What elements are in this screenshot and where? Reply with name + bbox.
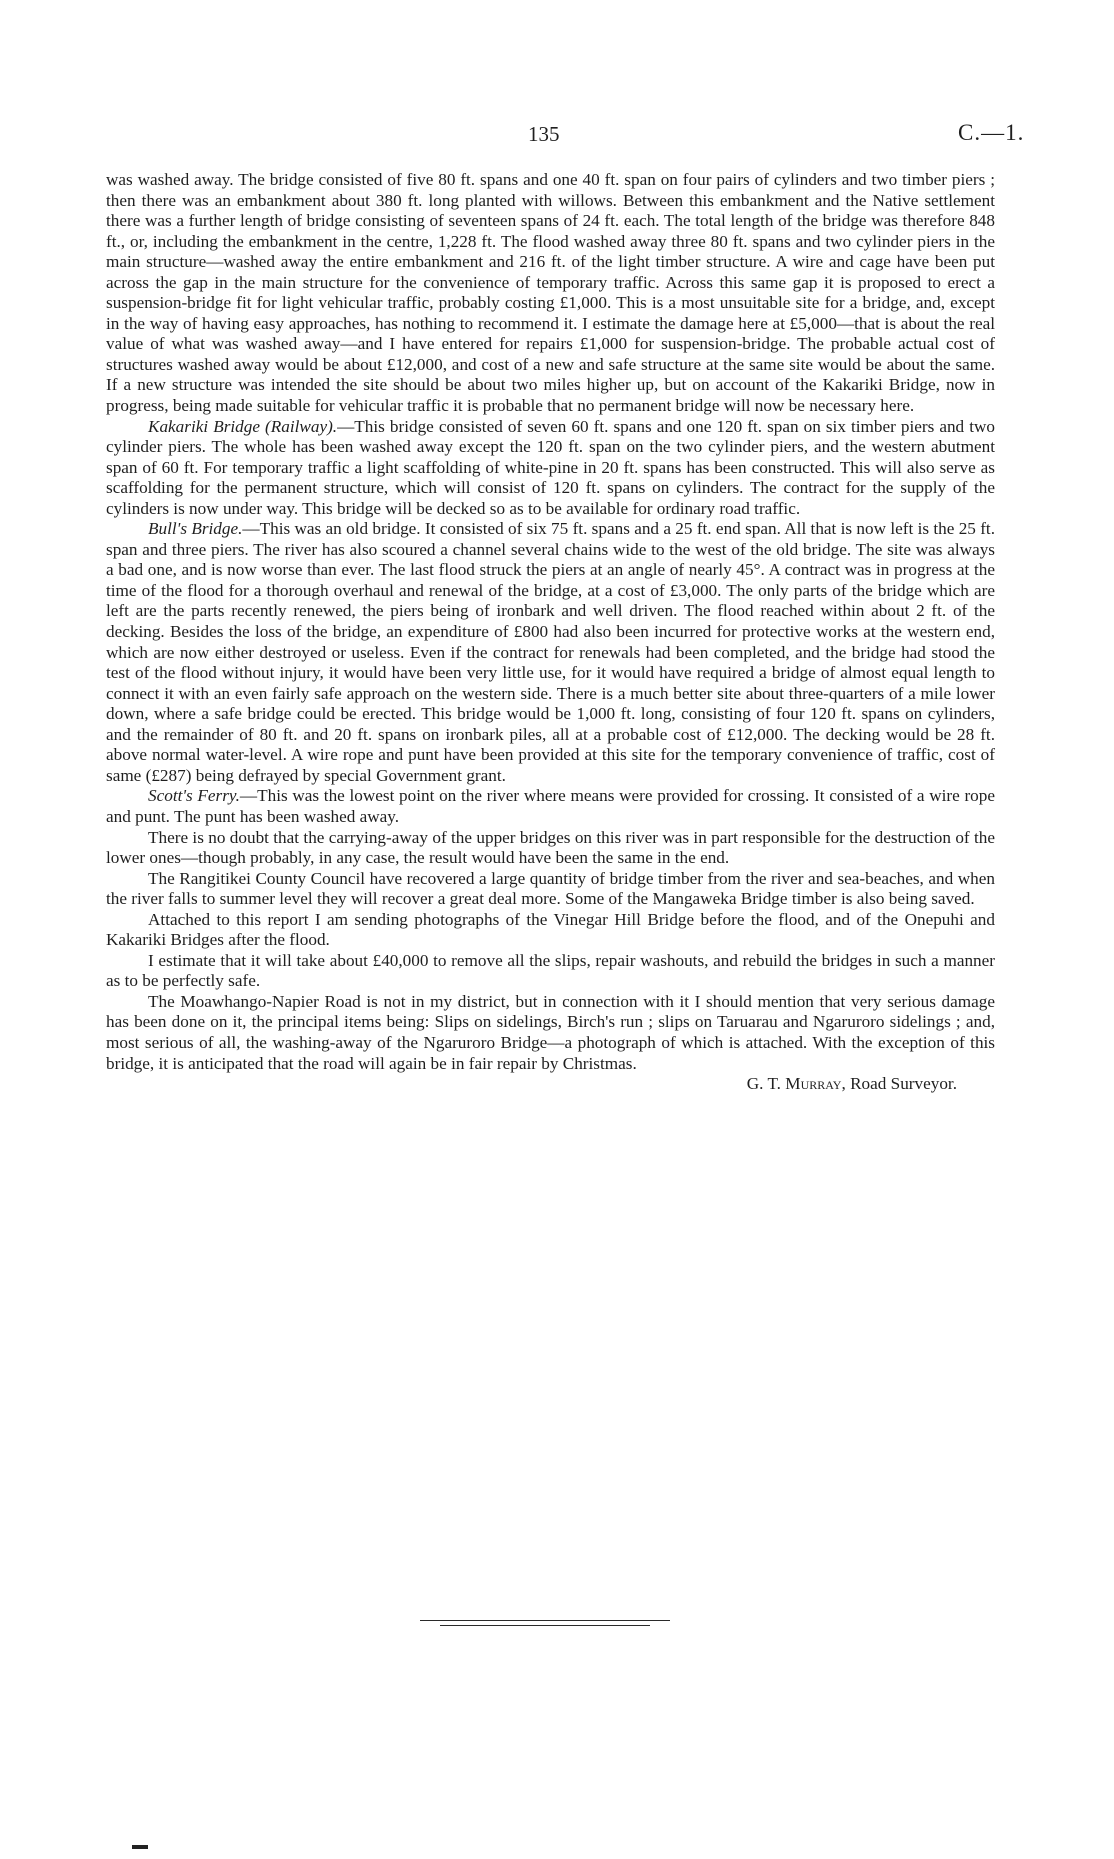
paragraph-estimate: I estimate that it will take about £40,000 to remove all the slips, repair washouts, and rebuild the bridges in such a manner as to be perfectly safe. [106, 950, 995, 991]
printer-mark [132, 1845, 148, 1849]
report-body [106, 170, 995, 1095]
bulls-bridge-text: —This was an old bridge. It consisted of six 75 ft. spans and a 25 ft. end span. All that is now left is the 25 ft. span and three piers. The river has also scoured a channel several chains wide to the west of the old bridge. The site was always a bad one, and is now worse than ever. The last flood struck the piers at an angle of nearly 45°. A contract was in progress at the time of the flood for a thorough overhaul and renewal of the bridge, at a cost of £3,000. The only parts of the bridge which are left are the parts recently renewed, the piers being of ironbark and well driven. The flood reached within about 2 ft. of the decking. Besides the loss of the bridge, an expenditure of £800 had also been incurred for protective works at the western end, which are now either destroyed or useless. Even if the contract for renewals had been completed, and the bridge had stood the test of the flood without injury, it would have been very little use, for it would have required a bridge of almost equal length to connect it with an even fairly safe approach on the western side. There is a much better site about three-quarters of a mile lower down, where a safe bridge could be erected. This bridge would be 1,000 ft. long, consisting of four 120 ft. spans on cylinders, and the remainder of 80 ft. and 20 ft. spans on ironbark piles, all at a probable cost of £12,000. The decking would be 28 ft. above normal water-level. A wire rope and punt have been provided at this site for the temporary convenience of traffic, cost of same (£287) being defrayed by special Government grant. [106, 519, 996, 785]
paragraph-county-council: The Rangitikei County Council have recovered a large quantity of bridge timber from the river and sea-beaches, and when the river falls to summer level they will recover a great deal more. Some of the Mangaweka Bridge timber is also being saved. [106, 868, 995, 909]
signature-title: , Road Surveyor. [841, 1074, 957, 1094]
closing-rule [420, 1620, 670, 1621]
kakariki-bridge-heading: Kakariki Bridge (Railway). [148, 416, 338, 436]
bulls-bridge-heading: Bull's Bridge. [148, 519, 243, 539]
paragraph-upper-bridges: There is no doubt that the carrying-away of the upper bridges on this river was in part responsible for the destruction of the lower ones—though probably, in any case, the result would have been the same in the end. [106, 827, 995, 868]
page-number: 135 [528, 122, 560, 146]
scotts-ferry-heading: Scott's Ferry. [148, 786, 240, 806]
paragraph-continued: was washed away. The bridge consisted of five 80 ft. spans and one 40 ft. span on four pairs of cylinders and two timber piers ; then there was an embankment about 380 ft. long planted with willows. Between this embankment and the Native settlement there was a further length of bridge consisting of seventeen spans of 24 ft. each. The total length of the bridge was therefore 848 ft., or, including the embankment in the centre, 1,228 ft. The flood washed away three 80 ft. spans and two cylinder piers in the main structure—washed away the entire embankment and 216 ft. of the light timber structure. A wire and cage have been put across the gap in the main structure for the convenience of temporary traffic. Across this same gap it is proposed to erect a suspension-bridge fit for light vehicular traffic, probably costing £1,000. This is a most unsuitable site for a bridge, and, except in the way of having easy approaches, has nothing to recommend it. I estimate the damage here at £5,000—that is about the real value of what was washed away—and I have entered for repairs £1,000 for suspension-bridge. The probable actual cost of structures washed away would be about £12,000, and cost of a new and safe structure at the same site would be about the same. If a new structure was intended the site should be about two miles higher up, but on account of the Kakariki Bridge, now in progress, being made suitable for vehicular traffic it is probable that no permanent bridge will now be necessary here. [106, 170, 995, 416]
paragraph-scotts-ferry [106, 786, 995, 827]
signature [106, 1074, 995, 1095]
signature-surname: Murray [785, 1074, 842, 1094]
paragraph-bulls-bridge [106, 519, 995, 786]
paragraph-photographs: Attached to this report I am sending photographs of the Vinegar Hill Bridge before the flood, and of the Onepuhi and Kakariki Bridges after the flood. [106, 909, 995, 950]
closing-rule-lower [440, 1625, 650, 1626]
signature-initials: G. T. [746, 1074, 786, 1094]
paragraph-moawhango-road: The Moawhango-Napier Road is not in my district, but in connection with it I should mention that very serious damage has been done on it, the principal items being: Slips on sidelings, Birch's run ; slips on Taruarau and Ngaruroro sidelings ; and, most serious of all, the washing-away of the Ngaruroro Bridge—a photograph of which is attached. With the exception of this bridge, it is anticipated that the road will again be in fair repair by Christmas. [106, 991, 995, 1073]
kakariki-bridge-text: —This bridge consisted of seven 60 ft. spans and one 120 ft. span on six timber piers and two cylinder piers. The whole has been washed away except the 120 ft. span on the two cylinder piers, and the western abutment span of 60 ft. For temporary traffic a light scaffolding of white-pine in 20 ft. spans has been constructed. This will also serve as scaffolding for the permanent structure, which will consist of 120 ft. spans on cylinders. The contract for the supply of the cylinders is now under way. This bridge will be decked so as to be available for ordinary road traffic. [106, 416, 995, 518]
series-reference: C.—1. [958, 120, 1025, 145]
scotts-ferry-text: —This was the lowest point on the river where means were provided for crossing. It consisted of a wire rope and punt. The punt has been washed away. [106, 786, 995, 826]
paragraph-kakariki-bridge [106, 417, 995, 520]
